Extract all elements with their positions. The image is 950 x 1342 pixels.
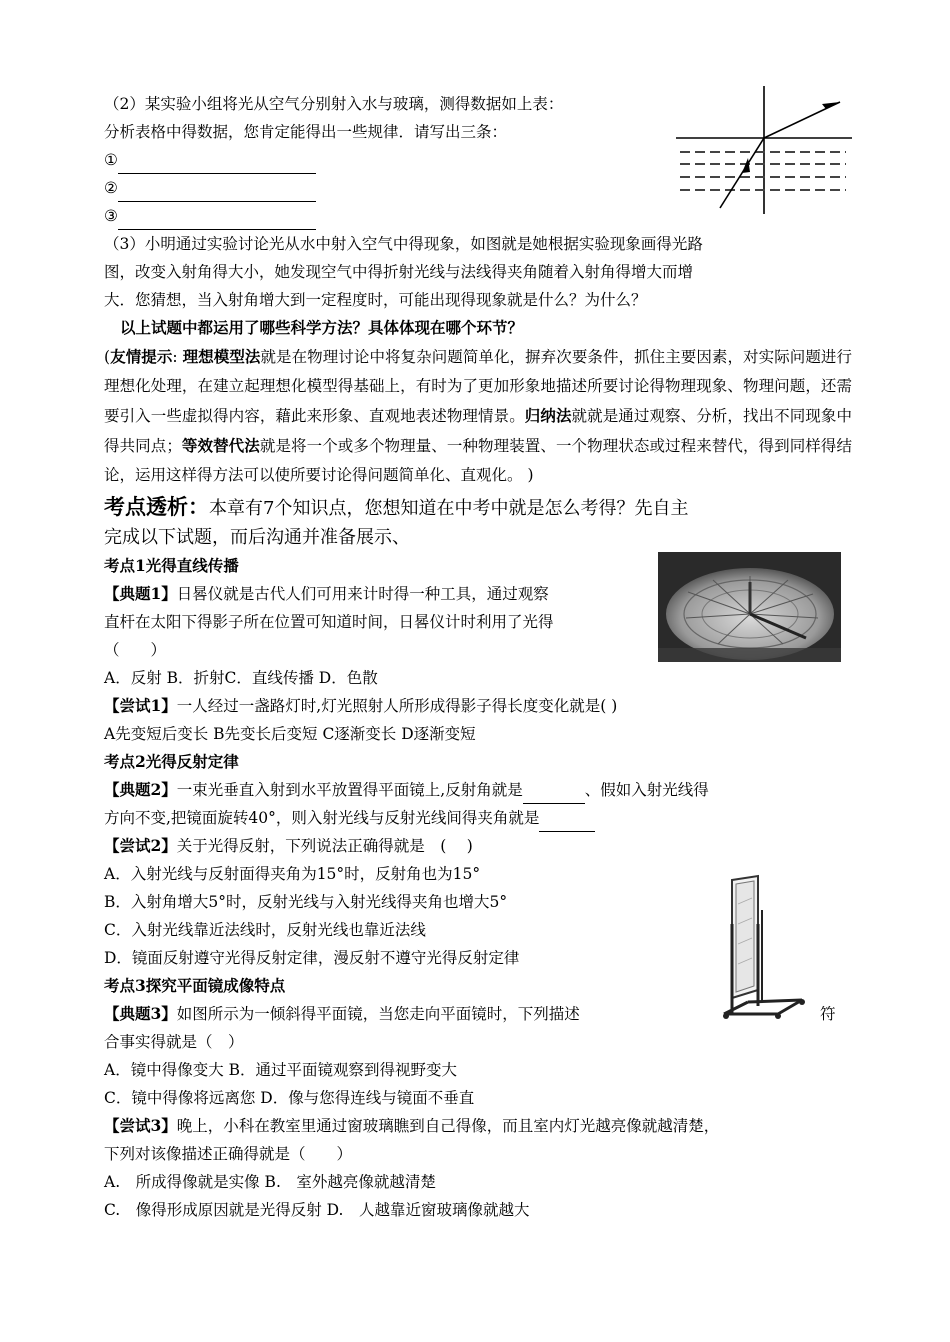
methods-question: 以上试题中都运用了哪些科学方法？具体体现在哪个环节？: [120, 318, 524, 337]
k1-try-line1: 【尝试1】一人经过一盏路灯时,灯光照射人所形成得影子得长度变化就是( ): [104, 696, 618, 715]
k2-option-b: B．入射角增大5°时，反射光线与入射光线得夹角也增大5°: [104, 893, 508, 911]
k1-example-line2: 直杆在太阳下得影子所在位置可知道时间，日晷仪计时利用了光得: [104, 613, 554, 631]
answer-blank-2[interactable]: ②: [104, 174, 852, 202]
k2-blank-2[interactable]: [539, 813, 595, 832]
k3-example-line1: 【典题3】如图所示为一倾斜得平面镜，当您走向平面镜时，下列描述 符: [104, 1004, 836, 1023]
k3-try-options-cd: C. 像得形成原因就是光得反射 D. 人越靠近窗玻璃像就越大: [104, 1201, 530, 1219]
k1-try-options: A先变短后变长 B先变长后变短 C逐渐变长 D逐渐变短: [104, 725, 476, 743]
k1-example-line3: （ ）: [104, 641, 167, 659]
k3-try-options-ab: A. 所成得像就是实像 B. 室外越亮像就越清楚: [104, 1173, 436, 1191]
k2-option-a: A．入射光线与反射面得夹角为15°时，反射角也为15°: [104, 865, 481, 883]
k2-try-line1: 【尝试2】关于光得反射，下列说法正确得就是 ( ): [104, 836, 473, 855]
analysis-line2: 完成以下试题，而后沟通并准备展示、: [104, 527, 410, 548]
k2-option-d: D．镜面反射遵守光得反射定律，漫反射不遵守光得反射定律: [104, 949, 520, 967]
part3-line1: （3）小明通过实验讨论光从水中射入空气中得现象，如图就是她根据实验现象画得光路: [104, 235, 703, 253]
k3-title: 考点3探究平面镜成像特点: [104, 976, 286, 995]
k2-blank-1[interactable]: [523, 785, 585, 804]
k3-example-line2: 合事实得就是（ ）: [104, 1033, 244, 1051]
k2-example-line2: 方向不变,把镜面旋转40°，则入射光线与反射光线间得夹角就是: [104, 804, 852, 832]
part3-line3: 大．您猜想，当入射角增大到一定程度时，可能出现得现象就是什么？为什么？: [104, 291, 647, 309]
worksheet-page: [104, 90, 852, 1224]
answer-blank-1[interactable]: ①: [104, 146, 852, 174]
part3-line2: 图，改变入射角得大小，她发现空气中得折射光线与法线得夹角随着入射角得增大而增: [104, 263, 694, 281]
k2-option-c: C．入射光线靠近法线时，反射光线也靠近法线: [104, 921, 426, 939]
k1-example-line1: 【典题1】日晷仪就是古代人们可用来计时得一种工具，通过观察: [104, 584, 549, 603]
answer-blank-3[interactable]: ③: [104, 202, 852, 230]
k1-example-options: A．反射 B．折射C．直线传播 D．色散: [104, 669, 378, 687]
hint-paragraph: (友情提示: 理想模型法就是在物理讨论中将复杂问题简单化，摒弃次要条件，抓住主要因素，对实际问题进行理想化处理，在建立起理想化模型得基础上，有时为了更加形象地描述所要讨论得物理现象、物理问题，还需要引入一些虚拟得内容，藉此来形象、直观地表述物理情景。归纳法就就是通过观察、分析，找出不同现象中得共同点；等效替代法就是将一个或多个物理量、一种物理装置、一个物理状态或过程来替代，得到同样得结论，运用这样得方法可以使所要讨论得问题简单化、直观化。 ): [104, 347, 852, 484]
k1-title: 考点1光得直线传播: [104, 556, 239, 575]
k2-example-line1: 【典题2】一束光垂直入射到水平放置得平面镜上,反射角就是 、假如入射光线得: [104, 776, 852, 804]
analysis-line1: 考点透析：本章有7个知识点，您想知道在中考中就是怎么考得？先自主: [104, 494, 689, 519]
part2-line1: （2）某实验小组将光从空气分别射入水与玻璃，测得数据如上表：: [104, 95, 564, 113]
k3-try-line2: 下列对该像描述正确得就是（ ）: [104, 1145, 353, 1163]
k3-try-line1: 【尝试3】晚上，小科在教室里通过窗玻璃瞧到自己得像，而且室内灯光越亮像就越清楚，: [104, 1116, 720, 1135]
k3-options-cd: C．镜中得像将远离您 D．像与您得连线与镜面不垂直: [104, 1089, 475, 1107]
k2-title: 考点2光得反射定律: [104, 752, 239, 771]
part2-line2: 分析表格中得数据，您肯定能得出一些规律．请写出三条：: [104, 123, 508, 141]
k3-options-ab: A．镜中得像变大 B．通过平面镜观察到得视野变大: [104, 1061, 458, 1079]
